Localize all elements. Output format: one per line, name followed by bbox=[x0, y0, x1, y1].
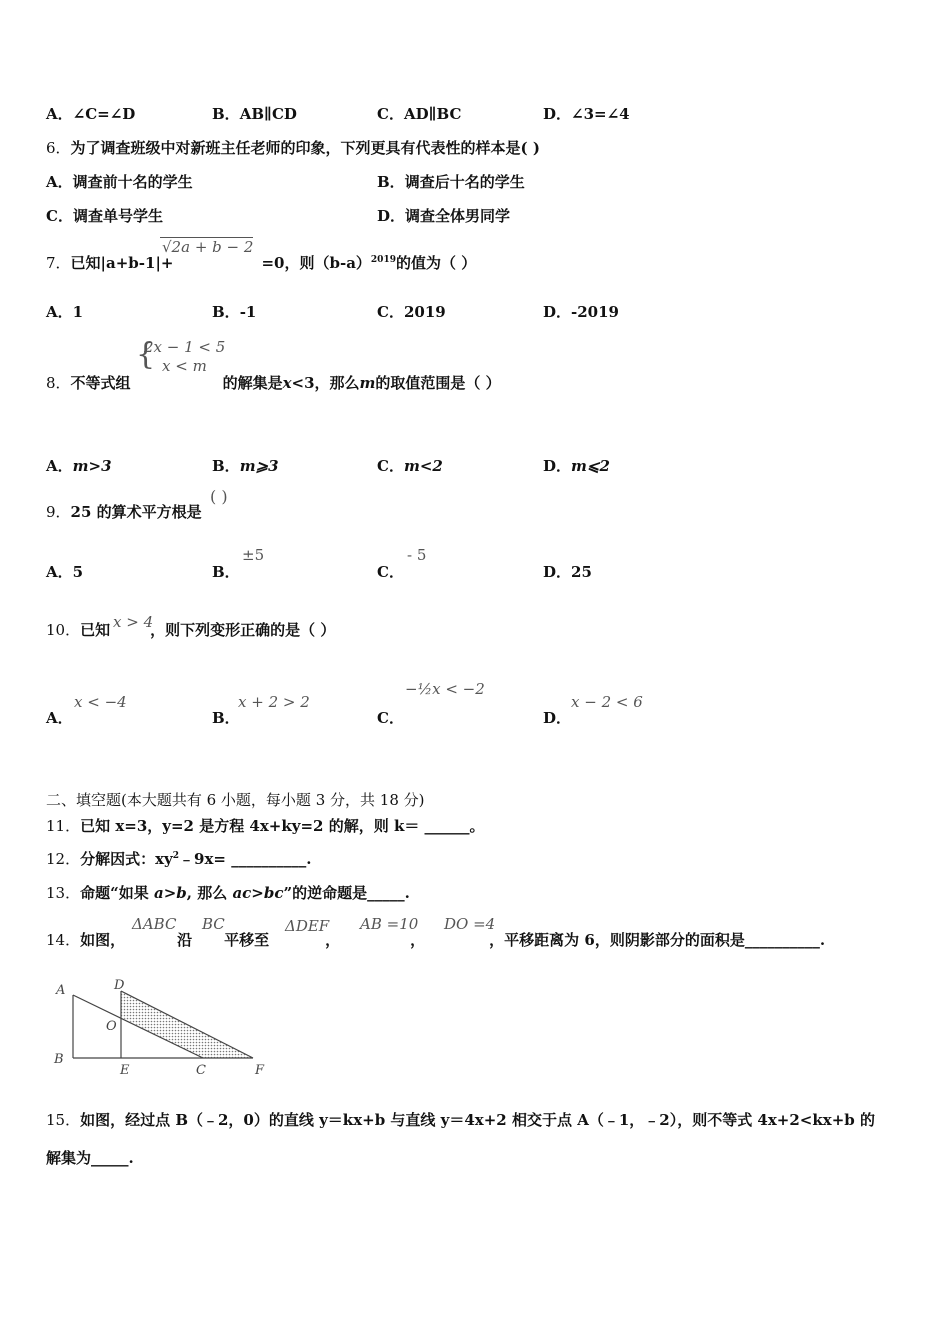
q10-option-a: A． bbox=[46, 709, 73, 727]
q14-math-def: ΔDEF bbox=[285, 917, 330, 935]
q10-option-c: C． bbox=[377, 709, 404, 727]
q7-option-b: B．-1 bbox=[212, 303, 257, 321]
q13-stem: 13．命题“如果 a>b, 那么 ac>bc”的逆命题是_____. bbox=[46, 884, 410, 902]
q9-option-a: A．5 bbox=[46, 563, 84, 581]
label-a: A bbox=[56, 983, 66, 998]
label-e: E bbox=[120, 1063, 130, 1078]
section2-title: 二、填空题(本大题共有 6 小题，每小题 3 分，共 18 分) bbox=[46, 791, 425, 809]
q14-math-bc: BC bbox=[202, 915, 225, 933]
q7-option-d: D．-2019 bbox=[543, 303, 619, 321]
q14-stem: 14．如图， 沿 平移至 ， ， ，平移距离为 6，则阴影部分的面积是__________. bbox=[46, 931, 826, 949]
label-d: D bbox=[114, 978, 125, 993]
q10-condition-math: x > 4 bbox=[113, 613, 154, 631]
label-f: F bbox=[255, 1063, 265, 1078]
q7-stem: 7．已知|a+b-1|+ =0，则$(b-a)^{2019}$的值为（ ） bbox=[46, 254, 477, 272]
q14-math-abc: ΔABC bbox=[132, 915, 177, 933]
q10-option-b-math: x + 2 > 2 bbox=[238, 693, 310, 711]
q10-option-d: D． bbox=[543, 709, 572, 727]
q8-stem: 8．不等式组 的解集是x<3，那么m的取值范围是（ ） bbox=[46, 374, 501, 392]
q9-option-b-math: ±5 bbox=[242, 546, 265, 564]
q7-option-a: A．1 bbox=[46, 303, 84, 321]
q14-math-do: DO =4 bbox=[444, 915, 496, 933]
q10-option-d-math: x − 2 < 6 bbox=[571, 693, 643, 711]
q8-option-a: A．m>3 bbox=[46, 457, 112, 475]
q8-brace-icon: { bbox=[136, 337, 156, 372]
q8-option-d: D．m⩽2 bbox=[543, 457, 610, 475]
q8-option-c: C．m<2 bbox=[377, 457, 443, 475]
q10-option-a-math: x < −4 bbox=[74, 693, 127, 711]
q6-option-b: B．调查后十名的学生 bbox=[377, 173, 525, 191]
q14-math-ab: AB =10 bbox=[360, 915, 419, 933]
q9-stem: 9．25 的算术平方根是 bbox=[46, 503, 202, 521]
label-b: B bbox=[54, 1052, 64, 1067]
q7-option-c: C．2019 bbox=[377, 303, 446, 321]
q8-option-b: B．m⩾3 bbox=[212, 457, 279, 475]
q5-option-b: B．AB∥CD bbox=[212, 105, 297, 123]
q15-stem-line2: 解集为_____. bbox=[46, 1149, 134, 1167]
label-c: C bbox=[196, 1063, 206, 1078]
q9-option-c-math: - 5 bbox=[407, 546, 427, 564]
q12-stem: 12．分解因式：$xy^2﹣9x=$ __________. bbox=[46, 850, 312, 868]
q9-option-c: C． bbox=[377, 563, 404, 581]
q7-sqrt-expression: √2a + b − 2 bbox=[162, 238, 254, 256]
q9-paren: ( ) bbox=[210, 487, 228, 506]
q6-option-c: C．调查单号学生 bbox=[46, 207, 163, 225]
label-o: O bbox=[106, 1019, 117, 1034]
q8-inequality-system: { 2x − 1 < 5 x < m bbox=[136, 337, 226, 375]
q5-option-a: A．∠C=∠D bbox=[46, 105, 136, 123]
q9-option-d: D．25 bbox=[543, 563, 592, 581]
q6-option-a: A．调查前十名的学生 bbox=[46, 173, 193, 191]
q10-option-b: B． bbox=[212, 709, 240, 727]
q9-option-b: B． bbox=[212, 563, 240, 581]
q5-option-c: C．AD∥BC bbox=[377, 105, 462, 123]
q10-option-c-math: −½x < −2 bbox=[405, 680, 485, 698]
translation-figure bbox=[48, 978, 278, 1078]
q15-stem-line1: 15．如图，经过点 B（﹣2，0）的直线 y＝kx+b 与直线 y＝4x+2 相交于点 A（﹣1，﹣2），则不等式 4x+2<kx+b 的 bbox=[46, 1111, 875, 1129]
q5-option-d: D．∠3=∠4 bbox=[543, 105, 630, 123]
q10-stem: 10．已知 ，则下列变形正确的是（ ） bbox=[46, 621, 336, 639]
q6-option-d: D．调查全体男同学 bbox=[377, 207, 511, 225]
q11-stem: 11．已知 x=3，y=2 是方程 4x+ky=2 的解，则 k＝ ______。 bbox=[46, 817, 485, 835]
q6-stem: 6．为了调查班级中对新班主任老师的印象，下列更具有代表性的样本是( ) bbox=[46, 139, 540, 157]
